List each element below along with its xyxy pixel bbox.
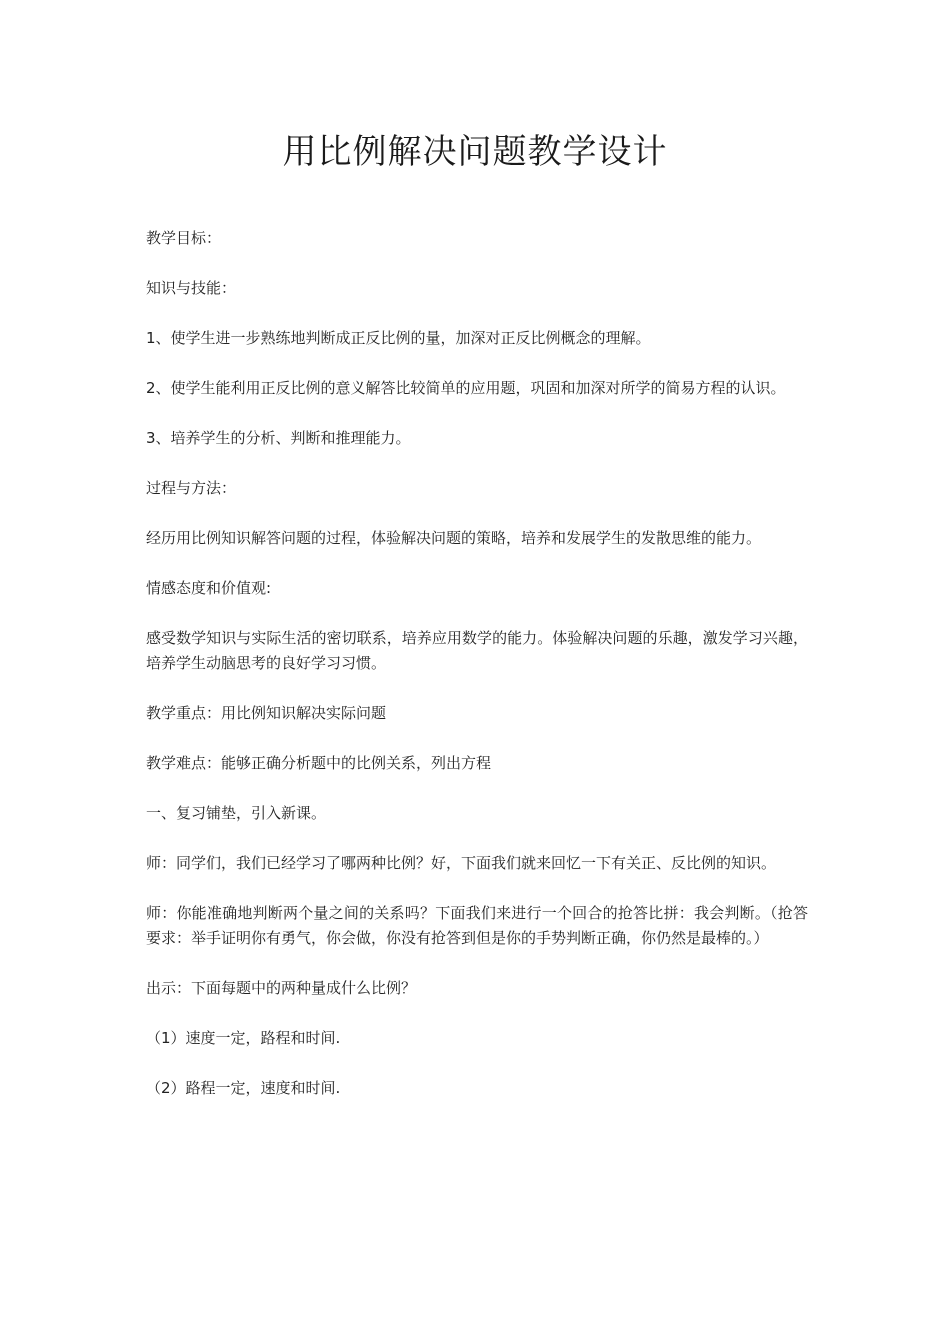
document-title: 用比例解决问题教学设计 <box>282 132 668 172</box>
goal-item-3: 3、培养学生的分析、判断和推理能力。 <box>146 429 411 447</box>
process-methods-text: 经历用比例知识解答问题的过程，体验解决问题的策略，培养和发展学生的发散思维的能力。 <box>146 529 762 547</box>
heading-process-methods: 过程与方法： <box>146 479 237 497</box>
heading-teaching-goals: 教学目标： <box>146 229 222 247</box>
attitude-values-text: 感受数学知识与实际生活的密切联系，培养应用数学的能力。体验解决问题的乐趣，激发学习兴趣，培养学生动脑思考的良好学习习惯。 <box>146 629 808 672</box>
section-one-heading: 一、复习铺垫，引入新课。 <box>146 804 327 822</box>
goal-item-1: 1、使学生进一步熟练地判断成正反比例的量，加深对正反比例概念的理解。 <box>146 329 651 347</box>
question-item-1: （1）速度一定，路程和时间. <box>146 1029 341 1047</box>
teaching-difficulty: 教学难点：能够正确分析题中的比例关系，列出方程 <box>146 754 492 772</box>
show-prompt: 出示：下面每题中的两种量成什么比例？ <box>146 979 417 997</box>
teacher-line-2: 师：你能准确地判断两个量之间的关系吗？下面我们来进行一个回合的抢答比拼：我会判断。（抢答要求：举手证明你有勇气，你会做，你没有抢答到但是你的手势判断正确，你仍然是最棒的。） <box>146 904 808 947</box>
teacher-line-1: 师：同学们，我们已经学习了哪两种比例？好，下面我们就来回忆一下有关正、反比例的知识。 <box>146 854 777 872</box>
teaching-key-point: 教学重点：用比例知识解决实际问题 <box>146 704 387 722</box>
goal-item-2: 2、使学生能利用正反比例的意义解答比较简单的应用题，巩固和加深对所学的简易方程的认识。 <box>146 379 786 397</box>
heading-knowledge-skills: 知识与技能： <box>146 279 237 297</box>
document-body <box>146 226 808 1126</box>
heading-attitude-values: 情感态度和价值观: <box>146 579 272 597</box>
question-item-2: （2）路程一定，速度和时间. <box>146 1079 341 1097</box>
